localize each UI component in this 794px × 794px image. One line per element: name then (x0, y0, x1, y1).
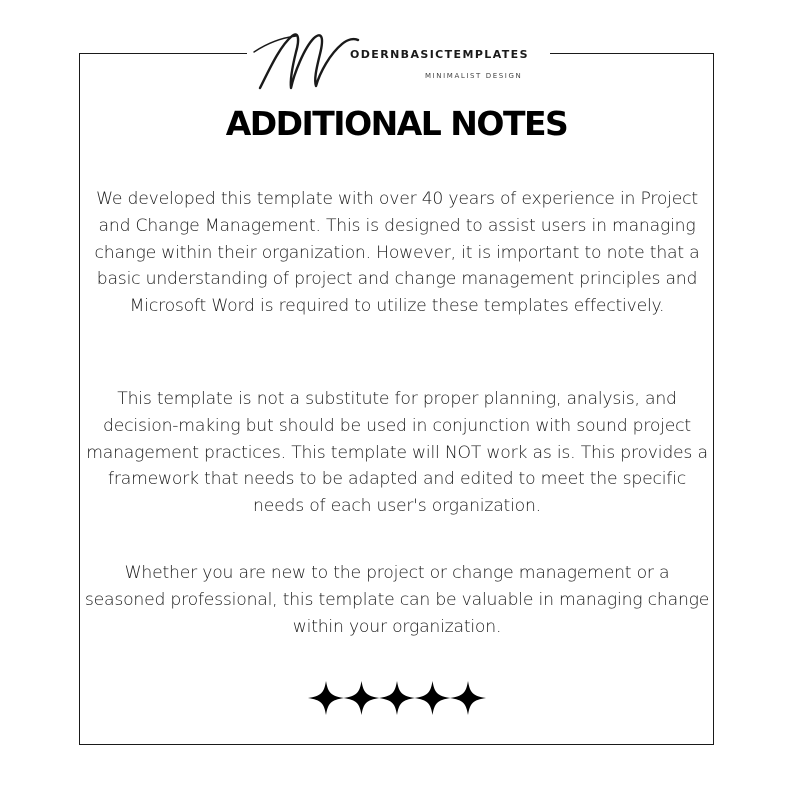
sparkle-star-icon (379, 681, 415, 715)
sparkle-star-icon (415, 681, 451, 715)
sparkle-star-icon (450, 681, 486, 715)
paragraph-experience: We developed this template with over 40 years of experience in Project and Change Management. This is designed to assist users in managing change within their organization. However, it is important to note that a basic understanding of project and change management principles and Microsoft Word is required to utilize these templates effectively. (94, 189, 700, 317)
brand-name: ODERNBASICTEMPLATES (350, 48, 529, 61)
brand-tagline: MINIMALIST DESIGN (425, 72, 523, 80)
sparkle-star-icon (308, 681, 344, 715)
script-m-logo-icon (250, 22, 360, 100)
page-title: ADDITIONAL NOTES (225, 104, 568, 143)
sparkle-star-icon (344, 681, 380, 715)
rating-stars (308, 679, 486, 717)
paragraph-disclaimer: This template is not a substitute for proper planning, analysis, and decision-making but should be used in conjunction with sound project management practices. This template will NOT work as is. This provides a framework that needs to be adapted and edited to meet the specific needs of each user's organization. (86, 389, 708, 517)
paragraph-value: Whether you are new to the project or change management or a seasoned professional, this template can be valuable in managing change within your organization. (84, 563, 710, 637)
